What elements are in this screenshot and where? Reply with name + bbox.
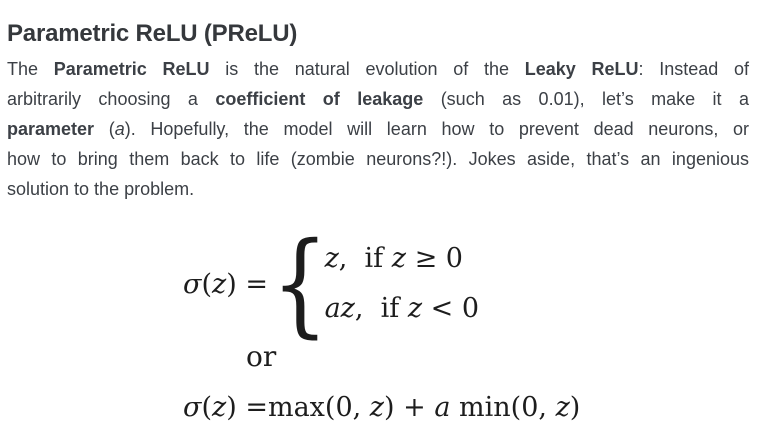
text-segment-bold: coefficient of leakage <box>215 89 424 109</box>
equals-sign: = <box>236 268 277 300</box>
brace-glyph: { <box>271 219 329 349</box>
intro-paragraph <box>7 54 749 204</box>
text-segment-bold: Leaky ReLU <box>524 59 639 79</box>
text-segment-italic: a <box>114 119 125 139</box>
variable-z: z <box>211 268 227 300</box>
variable-z: z <box>324 243 339 274</box>
case-rows <box>325 234 480 334</box>
variable-z: z <box>211 392 227 423</box>
paren: ( <box>201 268 212 300</box>
variable-z: z <box>555 392 570 423</box>
text-segment: is the natural evolution of the <box>209 59 525 79</box>
text-segment: arbitrarily choosing a <box>7 89 216 109</box>
sigma-symbol: σ <box>183 392 202 423</box>
prelu-maxmin-formula <box>183 390 580 426</box>
paragraph-line <box>7 84 749 114</box>
condition-text: , if <box>338 243 392 274</box>
condition-tail: < 0 <box>422 293 480 324</box>
variable-z: z <box>369 392 385 423</box>
condition-tail: ≥ 0 <box>406 243 463 274</box>
max-function: max(0, <box>267 392 370 423</box>
paren: ( <box>201 392 212 423</box>
plus-operator: ) + <box>384 392 435 423</box>
left-curly-brace <box>271 219 329 349</box>
formula-lhs <box>183 269 277 300</box>
text-segment: (such as 0.01), let’s make it a <box>423 89 749 109</box>
paragraph-line <box>7 114 749 144</box>
paragraph-line <box>7 144 749 174</box>
min-function: min(0, <box>450 392 556 423</box>
text-segment: : Instead of <box>638 59 749 79</box>
case-row-positive <box>325 234 480 284</box>
text-segment-bold: parameter <box>7 119 95 139</box>
or-connector: or <box>246 340 277 373</box>
sigma-symbol: σ <box>183 268 202 300</box>
paren: ) <box>226 392 237 423</box>
text-segment: ( <box>94 119 115 139</box>
paren: ) <box>226 268 237 300</box>
text-segment: ). Hopefully, the model will learn how to prevent dead neurons, or <box>124 119 750 139</box>
condition-text: , if <box>354 293 408 324</box>
paragraph-line <box>7 174 749 204</box>
variable-az: az <box>324 293 355 324</box>
prelu-piecewise-formula <box>183 219 480 349</box>
case-row-negative <box>325 284 480 334</box>
variable-z: z <box>407 293 423 324</box>
variable-z: z <box>391 243 406 274</box>
text-segment-bold: Parametric ReLU <box>53 59 210 79</box>
paren: ) <box>569 392 581 423</box>
page-title: Parametric ReLU (PReLU) <box>7 20 298 48</box>
equals-sign: = <box>236 392 268 423</box>
text-segment: solution to the problem. <box>7 179 195 199</box>
text-segment: The <box>7 59 54 79</box>
text-segment: how to bring them back to life (zombie neurons?!). Jokes aside, that’s an ingenious <box>7 149 749 169</box>
paragraph-line <box>7 54 749 84</box>
parameter-a: a <box>434 392 451 423</box>
